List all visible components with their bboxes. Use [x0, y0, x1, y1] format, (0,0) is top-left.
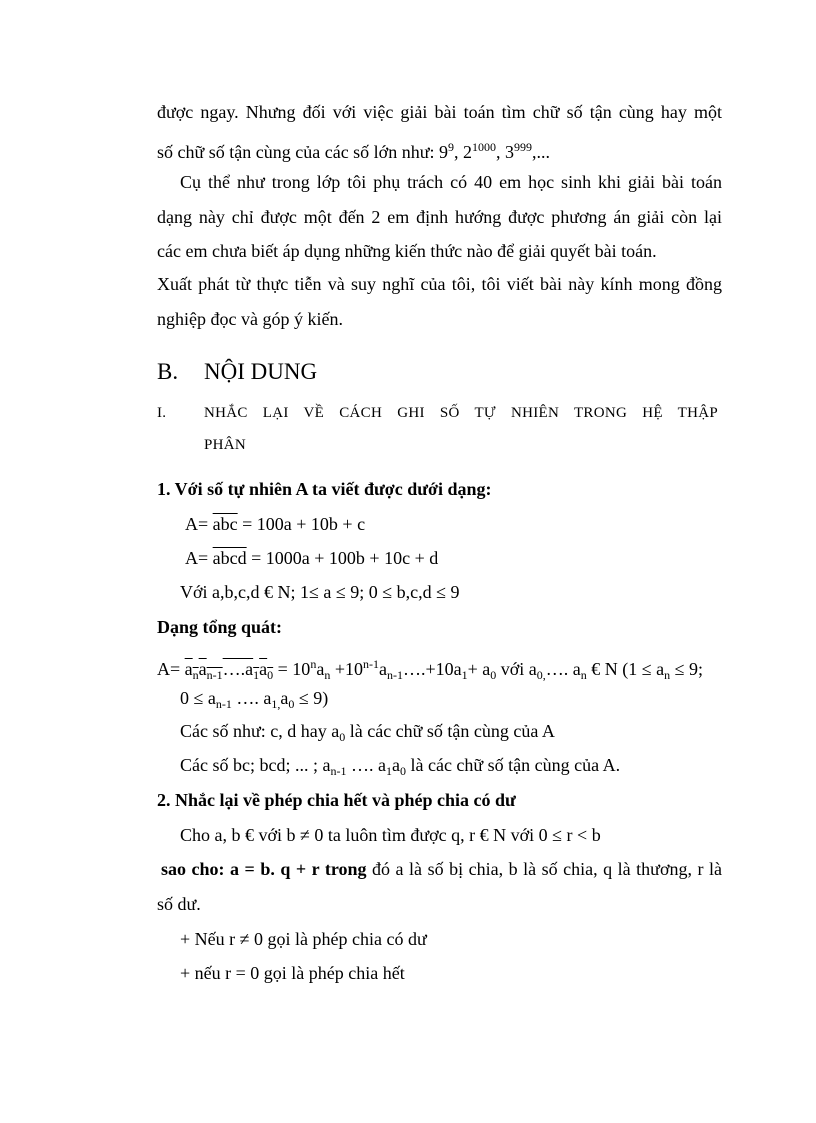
exponent: n-1	[362, 657, 379, 671]
subscript: 0	[288, 697, 295, 711]
note-text: …. a	[346, 755, 386, 775]
subscript: n	[324, 668, 331, 682]
intro-line-1: được ngay. Nhưng đối với việc giải bài toán tìm chữ số tận cùng hay một	[157, 102, 722, 122]
equation-lhs: A=	[185, 514, 213, 534]
formula-text: a	[259, 659, 268, 679]
formula-text: với a	[496, 659, 537, 679]
note-text: Các số như: c, d hay a	[180, 721, 340, 741]
intro-line-5: các em chưa biết áp dụng những kiến thức nào để giải quyết bài toán.	[157, 241, 657, 261]
exponent: n	[310, 657, 317, 671]
formula-text: …. a	[231, 688, 272, 708]
section-b-title: NỘI DUNG	[204, 359, 318, 384]
exponent: 9	[447, 140, 454, 154]
intro-line-7: nghiệp đọc và góp ý kiến.	[157, 309, 343, 329]
item-1-heading: 1. Với số tự nhiên A ta viết được dưới dạng:	[157, 479, 492, 499]
overlined-digits: $\overline{abc}$	[212, 514, 238, 534]
formula-text: ….a	[222, 659, 254, 679]
subscript: 1	[253, 668, 260, 682]
equation-rhs: = 100a + 10b + c	[237, 514, 366, 534]
note-text: là các chữ số tận cùng của A.	[405, 755, 621, 775]
division-remainder-case: + Nếu r ≠ 0 gọi là phép chia có dư	[180, 929, 427, 949]
subscript: 0	[399, 764, 406, 778]
formula-text: = 10	[273, 659, 311, 679]
equation-lhs: A=	[185, 548, 213, 568]
formula-text: a	[198, 659, 207, 679]
section-i-title-line-2: PHÂN	[204, 437, 247, 453]
equation-abc	[185, 512, 365, 536]
division-line-2	[161, 857, 722, 881]
equation-abcd	[185, 546, 438, 570]
intro-line-4: dạng này chỉ được một đến 2 em định hướng được phương án giải còn lại	[157, 207, 722, 227]
intro-line-3: Cụ thể như trong lớp tôi phụ trách có 40 em học sinh khi giải bài toán	[180, 172, 722, 192]
formula-text: ≤ 9)	[294, 688, 329, 708]
last-digits-note	[180, 753, 620, 783]
subscript: n	[580, 668, 587, 682]
digit-condition: Với a,b,c,d € N; 1≤ a ≤ 9; 0 ≤ b,c,d ≤ 9	[180, 582, 460, 602]
subscript: n-1	[206, 668, 223, 682]
division-line-1: Cho a, b € với b ≠ 0 ta luôn tìm được q, r € N với 0 ≤ r < b	[180, 825, 601, 845]
intro-line-6: Xuất phát từ thực tiễn và suy nghĩ của tôi, tôi viết bài này kính mong đồng	[157, 274, 722, 294]
subscript: 0,	[536, 668, 546, 682]
last-digit-note	[180, 719, 555, 749]
subscript: n-1	[330, 764, 347, 778]
overlined-digits	[184, 659, 274, 682]
formula-text: a	[184, 659, 193, 679]
subscript: 0	[267, 668, 274, 682]
subscript: n	[192, 668, 199, 682]
subscript: n-1	[386, 668, 403, 682]
formula-text: € N (1 ≤ a	[586, 659, 665, 679]
formula-text: A=	[157, 659, 185, 679]
formula-text: …. a	[545, 659, 581, 679]
subscript: 0	[490, 668, 497, 682]
general-condition	[180, 686, 328, 716]
note-text: a	[391, 755, 400, 775]
formula-text: 0 ≤ a	[180, 688, 216, 708]
general-formula	[157, 652, 722, 687]
intro-line-2-mid: , 3	[495, 142, 514, 162]
division-line-3: số dư.	[157, 894, 201, 914]
division-formula: sao cho: a = b. q + r trong	[161, 859, 367, 879]
formula-text: +10	[330, 659, 363, 679]
division-exact-case: + nếu r = 0 gọi là phép chia hết	[180, 963, 405, 983]
note-text: là các chữ số tận cùng của A	[345, 721, 555, 741]
intro-line-2-text: số chữ số tận cùng của các số lớn như: 9	[157, 142, 448, 162]
item-2-heading: 2. Nhắc lại về phép chia hết và phép chia có dư	[157, 790, 516, 810]
formula-text: + a	[467, 659, 491, 679]
overlined-digits: abcd	[212, 548, 247, 568]
section-i-number: I.	[157, 405, 167, 421]
section-b-number: B.	[157, 359, 179, 384]
formula-text: ≤ 9;	[670, 659, 704, 679]
intro-line-2	[157, 135, 550, 164]
formula-text: a	[280, 688, 289, 708]
subscript: 1	[385, 764, 392, 778]
subscript: 0	[339, 730, 346, 744]
subscript: n	[664, 668, 671, 682]
section-i-title-line-1: NHẮC LẠI VỀ CÁCH GHI SỐ TỰ NHIÊN TRONG HỆ THẬP	[204, 405, 718, 421]
formula-text: ….+10a	[402, 659, 462, 679]
exponent: 1000	[471, 140, 496, 154]
division-definition: đó a là số bị chia, b là số chia, q là thương, r là	[366, 859, 722, 879]
subscript: n-1	[215, 697, 232, 711]
exponent: 999	[513, 140, 532, 154]
note-text: Các số bc; bcd; ... ; a	[180, 755, 331, 775]
subscript: 1,	[271, 697, 281, 711]
formula-text: a	[316, 659, 325, 679]
intro-line-2-end: ,...	[531, 142, 550, 162]
equation-rhs: = 1000a + 100b + 10c + d	[246, 548, 439, 568]
subscript: 1	[461, 668, 468, 682]
intro-line-2-mid: , 2	[453, 142, 472, 162]
general-form-heading: Dạng tổng quát:	[157, 617, 283, 637]
formula-text: a	[378, 659, 387, 679]
